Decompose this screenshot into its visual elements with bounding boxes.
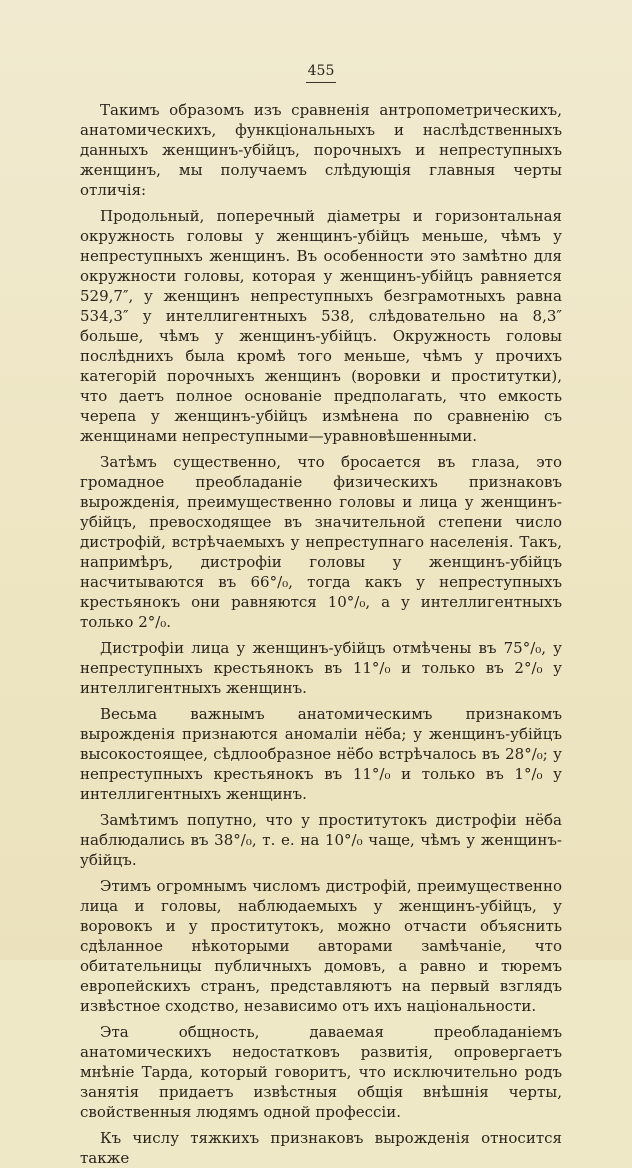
paragraph-3: Затѣмъ существенно, что бросается въ глаза, это громадное преобладаніе физическихъ признаковъ вырожденія, преимущественно головы и лица у женщинъ-убійцъ, превосходящее въ значительной степени число дистрофій, встрѣчаемыхъ у непреступнаго населенія. Такъ, напримѣръ, дистрофіи головы у женщинъ-убійцъ насчитываются въ 66°/₀, тогда какъ у непреступныхъ крестьянокъ они равняются 10°/₀, а у интеллигентныхъ только 2°/₀. (80, 453, 562, 631)
paragraph-5: Весьма важнымъ анатомическимъ признакомъ вырожденія признаются аномаліи нёба; у женщинъ-убійцъ высокостоящее, сѣдлообразное нёбо встрѣчалось въ 28°/₀; у непреступныхъ крестьянокъ въ 11°/₀ и только въ 1°/₀ у интеллигентныхъ женщинъ. (80, 705, 562, 803)
page-number: 455 (307, 63, 335, 79)
paragraph-4: Дистрофіи лица у женщинъ-убійцъ отмѣчены въ 75°/₀, у непреступныхъ крестьянокъ въ 11°/₀ и только въ 2°/₀ у интеллигентныхъ женщинъ. (80, 639, 562, 697)
paragraph-2: Продольный, поперечный діаметры и горизонтальная окружность головы у женщинъ-убійцъ меньше, чѣмъ у непреступныхъ женщинъ. Въ особенности это замѣтно для окружности головы, которая у женщинъ-убійцъ равняется 529,7″, у женщинъ непреступныхъ безграмотныхъ равна 534,3″ у интеллигентныхъ 538, слѣдовательно на 8,3″ больше, чѣмъ у женщинъ-убійцъ. Окружность головы послѣднихъ была кромѣ того меньше, чѣмъ у прочихъ категорій порочныхъ женщинъ (воровки и проститутки), что даетъ полное основаніе предполагать, что емкость черепа у женщинъ-убійцъ измѣнена по сравненію съ женщинами непреступными—уравновѣшенными. (80, 207, 562, 445)
paragraph-6: Замѣтимъ попутно, что у проститутокъ дистрофіи нёба наблюдались въ 38°/₀, т. е. на 10°/₀ чаще, чѣмъ у женщинъ-убійцъ. (80, 811, 562, 869)
paragraph-1: Такимъ образомъ изъ сравненія антропометрическихъ, анатомическихъ, функціональныхъ и наслѣдственныхъ данныхъ женщинъ-убійцъ, порочныхъ и непреступныхъ женщинъ, мы получаемъ слѣдующія главныя черты отличія: (80, 101, 562, 199)
paragraph-9: Къ числу тяжкихъ признаковъ вырожденія относится также (80, 1129, 562, 1167)
page-number-rule (306, 82, 336, 83)
paragraph-7: Этимъ огромнымъ числомъ дистрофій, преимущественно лица и головы, наблюдаемыхъ у женщинъ-убійцъ, у воровокъ и у проститутокъ, можно отчасти объяснить сдѣланное нѣкоторыми авторами замѣчаніе, что обитательницы публичныхъ домовъ, а равно и тюремъ европейскихъ странъ, представляютъ на первый взглядъ извѣстное сходство, независимо отъ ихъ національности. (80, 877, 562, 1015)
paragraph-8: Эта общность, даваемая преобладаніемъ анатомическихъ недостатковъ развитія, опровергаетъ мнѣніе Тарда, который говоритъ, что исключительно родъ занятія придаетъ извѣстныя общія внѣшнія черты, свойственныя людямъ одной профессіи. (80, 1023, 562, 1121)
